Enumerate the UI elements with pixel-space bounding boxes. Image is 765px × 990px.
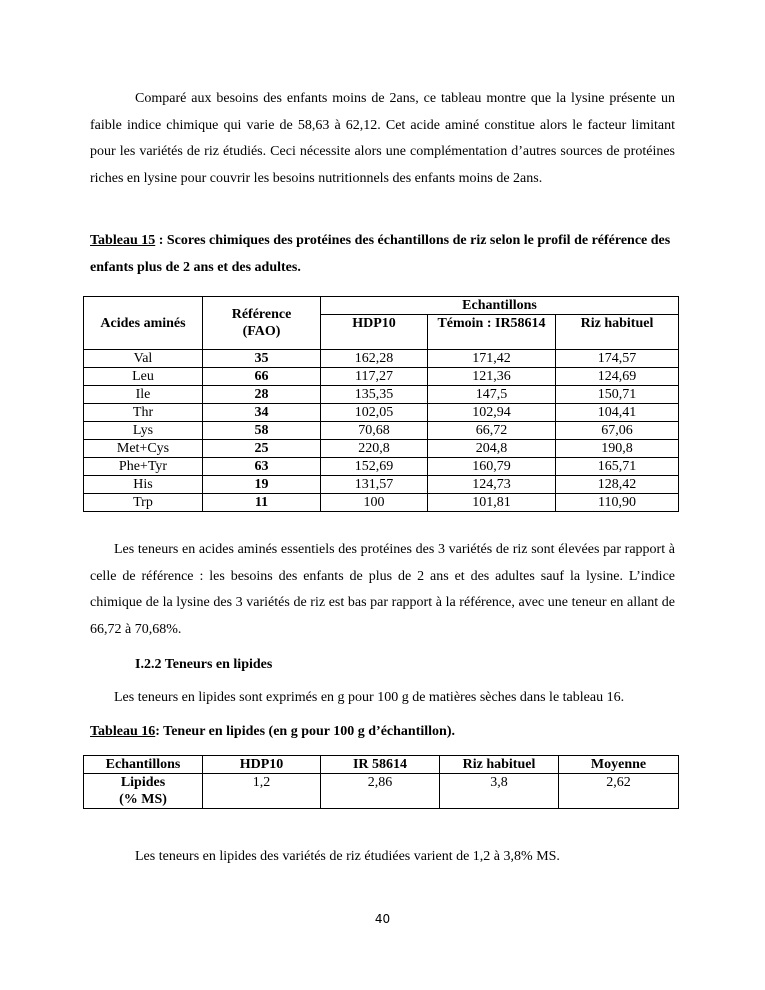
cell-hdp10: 162,28 — [321, 350, 428, 368]
cell-riz: 124,69 — [556, 368, 679, 386]
header-riz-habituel: Riz habituel — [556, 315, 679, 350]
table16-caption-text: : Teneur en lipides (en g pour 100 g d’échantillon). — [155, 724, 455, 739]
cell-acide: Trp — [84, 494, 203, 512]
header-hdp10: HDP10 — [203, 756, 321, 774]
cell-hdp10: 152,69 — [321, 458, 428, 476]
cell-acide: Val — [84, 350, 203, 368]
cell-riz: 150,71 — [556, 386, 679, 404]
header-reference: Référence (FAO) — [203, 297, 321, 350]
cell-ref: 25 — [203, 440, 321, 458]
cell-moyenne: 2,62 — [559, 774, 679, 809]
table-row — [84, 422, 679, 440]
table-row — [84, 774, 679, 809]
cell-riz: 67,06 — [556, 422, 679, 440]
table16-label: Tableau 16 — [90, 724, 156, 739]
cell-temoin: 121,36 — [428, 368, 556, 386]
table-row — [84, 476, 679, 494]
table16-caption — [90, 719, 675, 746]
section-heading: I.2.2 Teneurs en lipides — [135, 657, 273, 672]
cell-hdp10: 117,27 — [321, 368, 428, 386]
header-moyenne: Moyenne — [559, 756, 679, 774]
cell-riz: 190,8 — [556, 440, 679, 458]
header-riz-habituel: Riz habituel — [440, 756, 559, 774]
cell-hdp10: 100 — [321, 494, 428, 512]
cell-ref: 28 — [203, 386, 321, 404]
header-echantillons: Echantillons — [84, 756, 203, 774]
table15-caption-text: : Scores chimiques des protéines des échantillons de riz selon le profil de référence des enfants plus de 2 ans et des adultes. — [90, 233, 671, 275]
cell-temoin: 204,8 — [428, 440, 556, 458]
cell-hdp10: 102,05 — [321, 404, 428, 422]
page-number: 40 — [374, 912, 391, 926]
cell-ref: 34 — [203, 404, 321, 422]
conclusion-paragraph: Les teneurs en lipides des variétés de riz étudiées varient de 1,2 à 3,8% MS. — [135, 849, 560, 864]
cell-acide: Lys — [84, 422, 203, 440]
amino-acid-scores-table — [83, 296, 679, 512]
cell-temoin: 160,79 — [428, 458, 556, 476]
header-ir58614: IR 58614 — [321, 756, 440, 774]
cell-hdp10: 1,2 — [203, 774, 321, 809]
cell-acide: Leu — [84, 368, 203, 386]
cell-temoin: 171,42 — [428, 350, 556, 368]
table-row — [84, 494, 679, 512]
header-temoin: Témoin : IR58614 — [428, 315, 556, 350]
cell-acide: Ile — [84, 386, 203, 404]
cell-acide: His — [84, 476, 203, 494]
cell-ref: 11 — [203, 494, 321, 512]
cell-riz: 110,90 — [556, 494, 679, 512]
cell-riz: 104,41 — [556, 404, 679, 422]
cell-temoin: 101,81 — [428, 494, 556, 512]
cell-acide: Met+Cys — [84, 440, 203, 458]
cell-acide: Phe+Tyr — [84, 458, 203, 476]
cell-hdp10: 70,68 — [321, 422, 428, 440]
header-acides-amines: Acides aminés — [84, 297, 203, 350]
cell-riz: 128,42 — [556, 476, 679, 494]
cell-riz-habituel: 3,8 — [440, 774, 559, 809]
table15-caption — [90, 228, 675, 281]
lipids-intro-paragraph: Les teneurs en lipides sont exprimés en g pour 100 g de matières sèches dans le tableau 16. — [114, 690, 625, 705]
cell-hdp10: 220,8 — [321, 440, 428, 458]
cell-hdp10: 135,35 — [321, 386, 428, 404]
cell-hdp10: 131,57 — [321, 476, 428, 494]
lipids-table — [83, 755, 679, 809]
cell-ref: 19 — [203, 476, 321, 494]
analysis-paragraph: Les teneurs en acides aminés essentiels des protéines des 3 variétés de riz sont élevées par rapport à celle de référence : les besoins des enfants de plus de 2 ans et des adultes sauf la lysine. L’indice chimique de la lysine des 3 variétés de riz est bas par rapport à la référence, avec une teneur en allant de 66,72 à 70,68%. — [90, 542, 675, 637]
cell-acide: Thr — [84, 404, 203, 422]
header-echantillons: Echantillons — [321, 297, 679, 315]
table-row — [84, 350, 679, 368]
table15-label: Tableau 15 — [90, 233, 156, 248]
table-row — [84, 368, 679, 386]
cell-riz: 174,57 — [556, 350, 679, 368]
cell-temoin: 147,5 — [428, 386, 556, 404]
header-hdp10: HDP10 — [321, 315, 428, 350]
cell-temoin: 102,94 — [428, 404, 556, 422]
cell-ref: 35 — [203, 350, 321, 368]
cell-ref: 66 — [203, 368, 321, 386]
cell-riz: 165,71 — [556, 458, 679, 476]
row-label-lipides: Lipides (% MS) — [84, 774, 203, 809]
cell-temoin: 66,72 — [428, 422, 556, 440]
cell-ir58614: 2,86 — [321, 774, 440, 809]
cell-ref: 58 — [203, 422, 321, 440]
table-row — [84, 386, 679, 404]
cell-temoin: 124,73 — [428, 476, 556, 494]
table-row — [84, 440, 679, 458]
intro-paragraph: Comparé aux besoins des enfants moins de 2ans, ce tableau montre que la lysine présente un faible indice chimique qui varie de 58,63 à 62,12. Cet acide aminé constitue alors le facteur limitant pour les variétés de riz étudiés. Ceci nécessite alors une complémentation d’autres sources de protéines riches en lysine pour couvrir les besoins nutritionnels des enfants moins de 2ans. — [90, 91, 675, 186]
cell-ref: 63 — [203, 458, 321, 476]
table-row — [84, 404, 679, 422]
table-row — [84, 458, 679, 476]
